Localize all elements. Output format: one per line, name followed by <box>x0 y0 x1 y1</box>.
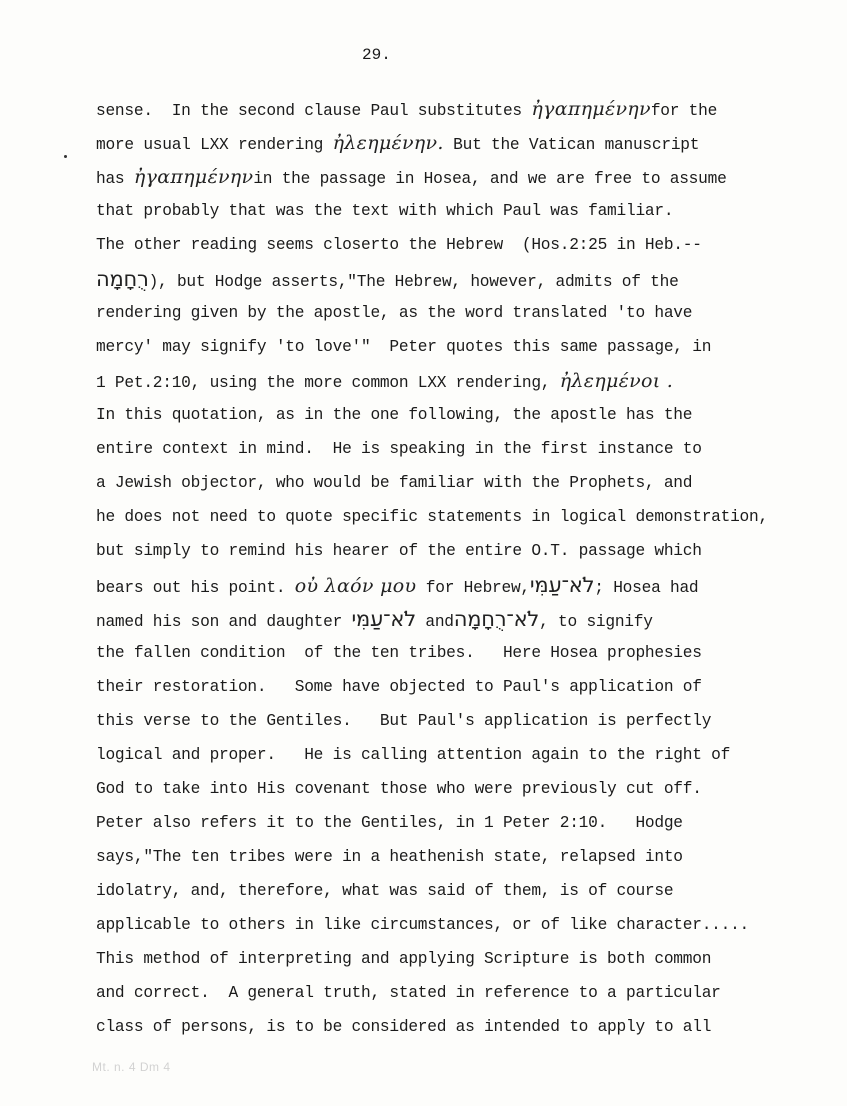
text-line <box>96 704 826 738</box>
typed-text: named his son and daughter <box>96 613 352 631</box>
typed-text: and correct. A general truth, stated in reference to a particular <box>96 984 721 1002</box>
typed-text: rendering given by the apostle, as the word translated 'to have <box>96 304 693 322</box>
typed-text: the fallen condition of the ten tribes. Here Hosea prophesies <box>96 644 702 662</box>
text-line <box>96 262 826 296</box>
typed-text: entire context in mind. He is speaking in the first instance to <box>96 440 702 458</box>
text-line <box>96 738 826 772</box>
typed-text: their restoration. Some have objected to Paul's application of <box>96 678 702 696</box>
text-line <box>96 602 826 636</box>
text-line <box>96 194 826 228</box>
handwritten-greek: ἠγαπημένην <box>531 98 651 120</box>
typed-text: , to signify <box>539 613 653 631</box>
typed-text: he does not need to quote specific statements in logical demonstration, <box>96 508 768 526</box>
text-line <box>96 92 826 126</box>
text-line <box>96 534 826 568</box>
typed-text: ; Hosea had <box>594 579 699 597</box>
text-line <box>96 976 826 1010</box>
typed-text: a Jewish objector, who would be familiar with the Prophets, and <box>96 474 693 492</box>
typed-text: and <box>415 613 454 631</box>
footer-stamp: Mt. n. 4 Dm 4 <box>92 1060 171 1074</box>
text-line <box>96 874 826 908</box>
text-line <box>96 806 826 840</box>
text-line <box>96 1010 826 1044</box>
handwritten-greek: ἠλεημένοι . <box>559 370 674 392</box>
typed-text: The other reading seems closerto the Hebrew (Hos.2:25 in Heb.-- <box>96 236 702 254</box>
typed-text: ), but Hodge asserts,"The Hebrew, however, admits of the <box>148 273 679 291</box>
typed-text: for the <box>650 102 718 120</box>
margin-mark <box>64 155 67 158</box>
page-number: 29. <box>362 46 391 64</box>
typed-text: says,"The ten tribes were in a heathenish state, relapsed into <box>96 848 683 866</box>
typed-text: sense. In the second clause Paul substitutes <box>96 102 532 120</box>
typed-text: this verse to the Gentiles. But Paul's application is perfectly <box>96 712 712 730</box>
text-line <box>96 466 826 500</box>
typed-text: has <box>96 170 134 188</box>
text-line <box>96 228 826 262</box>
typed-text: that probably that was the text with which Paul was familiar. <box>96 202 674 220</box>
typed-text: more usual LXX rendering <box>96 136 333 154</box>
typed-text: In this quotation, as in the one following, the apostle has the <box>96 406 693 424</box>
typed-text: bears out his point. <box>96 579 295 597</box>
typed-text: mercy' may signify 'to love'" Peter quotes this same passage, in <box>96 338 712 356</box>
typed-text: This method of interpreting and applying Scripture is both common <box>96 950 712 968</box>
typed-text: 1 Pet.2:10, using the more common LXX rendering, <box>96 374 560 392</box>
typed-text: in the passage in Hosea, and we are free to assume <box>253 170 727 188</box>
typed-text: class of persons, is to be considered as intended to apply to all <box>96 1018 712 1036</box>
handwritten-greek: ἠλεημένην. <box>332 132 444 154</box>
typed-text: But the Vatican manuscript <box>443 136 700 154</box>
handwritten-hebrew: לֹא־רֻחָמָה <box>453 607 540 631</box>
text-line <box>96 432 826 466</box>
typed-text: Peter also refers it to the Gentiles, in 1 Peter 2:10. Hodge <box>96 814 683 832</box>
text-line <box>96 330 826 364</box>
text-line <box>96 772 826 806</box>
typed-text: for Hebrew, <box>416 579 530 597</box>
text-line <box>96 126 826 160</box>
handwritten-hebrew: רֻחָמָה <box>96 267 149 291</box>
handwritten-greek: οὐ λαόν μου <box>294 575 417 597</box>
typed-text: God to take into His covenant those who were previously cut off. <box>96 780 702 798</box>
text-line <box>96 296 826 330</box>
typed-text: logical and proper. He is calling attention again to the right of <box>96 746 731 764</box>
text-line <box>96 160 826 194</box>
handwritten-hebrew: לֹא־עַמִּי <box>351 607 416 631</box>
text-line <box>96 942 826 976</box>
text-line <box>96 670 826 704</box>
body-text <box>96 92 826 1044</box>
text-line <box>96 500 826 534</box>
text-line <box>96 364 826 398</box>
text-line <box>96 840 826 874</box>
typed-text: but simply to remind his hearer of the entire O.T. passage which <box>96 542 702 560</box>
handwritten-hebrew: לֹא־עַמִּי <box>529 573 595 597</box>
handwritten-greek: ἠγαπημένην <box>133 166 254 188</box>
typed-text: applicable to others in like circumstances, or of like character..... <box>96 916 750 934</box>
text-line <box>96 636 826 670</box>
text-line <box>96 568 826 602</box>
typed-text: idolatry, and, therefore, what was said of them, is of course <box>96 882 674 900</box>
text-line <box>96 908 826 942</box>
text-line <box>96 398 826 432</box>
